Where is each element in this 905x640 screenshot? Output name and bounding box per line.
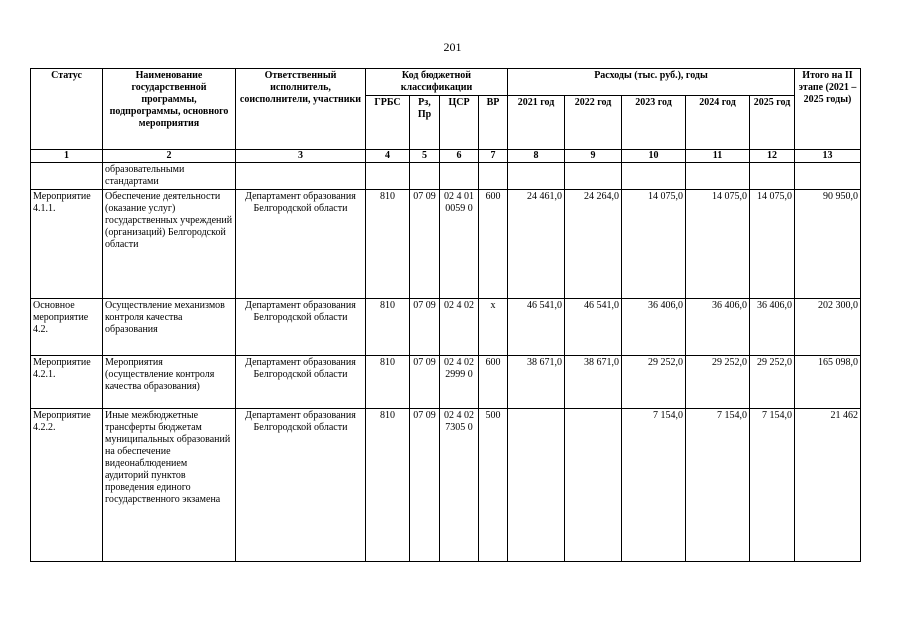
cell-rz: 07 09 [410, 190, 440, 299]
cell-2024: 36 406,0 [686, 299, 750, 356]
cell-2022 [565, 409, 622, 562]
cell-2021: 24 461,0 [508, 190, 565, 299]
column-number: 3 [236, 150, 366, 163]
cell-csr: 02 4 01 0059 0 [440, 190, 479, 299]
cell-name: Осуществление механизмов контроля качества образования [103, 299, 236, 356]
cell-total: 165 098,0 [795, 356, 861, 409]
cell-responsible [236, 163, 366, 190]
column-number: 7 [479, 150, 508, 163]
table-row [31, 409, 861, 562]
cell-2025: 29 252,0 [750, 356, 795, 409]
cell-vr: 500 [479, 409, 508, 562]
column-number: 1 [31, 150, 103, 163]
cell-name: образовательными стандартами [103, 163, 236, 190]
header-vr: ВР [479, 96, 508, 150]
cell-2025 [750, 163, 795, 190]
cell-status [31, 163, 103, 190]
cell-grbs [366, 163, 410, 190]
header-2025: 2025 год [750, 96, 795, 150]
header-2022: 2022 год [565, 96, 622, 150]
header-responsible: Ответственный исполнитель, соисполнители, участники [236, 69, 366, 150]
column-number: 5 [410, 150, 440, 163]
cell-2022: 38 671,0 [565, 356, 622, 409]
cell-2021 [508, 409, 565, 562]
cell-name: Иные межбюджетные трансферты бюджетам муниципальных образований на обеспечение видеонаблюдением аудиторий пунктов проведения единого государственного экзамена [103, 409, 236, 562]
cell-vr: х [479, 299, 508, 356]
cell-total: 202 300,0 [795, 299, 861, 356]
column-number: 11 [686, 150, 750, 163]
header-status: Статус [31, 69, 103, 150]
cell-grbs: 810 [366, 299, 410, 356]
table-row [31, 163, 861, 190]
cell-grbs: 810 [366, 356, 410, 409]
column-number: 4 [366, 150, 410, 163]
header-grbs: ГРБС [366, 96, 410, 150]
cell-status: Мероприятие 4.1.1. [31, 190, 103, 299]
cell-2025: 7 154,0 [750, 409, 795, 562]
cell-vr [479, 163, 508, 190]
cell-csr: 02 4 02 2999 0 [440, 356, 479, 409]
cell-name: Мероприятия (осуществление контроля качества образования) [103, 356, 236, 409]
cell-2024: 29 252,0 [686, 356, 750, 409]
cell-2024 [686, 163, 750, 190]
column-number: 13 [795, 150, 861, 163]
cell-total: 21 462 [795, 409, 861, 562]
column-numbers-row [31, 150, 861, 163]
cell-rz: 07 09 [410, 356, 440, 409]
cell-2024: 14 075,0 [686, 190, 750, 299]
header-2024: 2024 год [686, 96, 750, 150]
cell-rz [410, 163, 440, 190]
header-budget-code: Код бюджетной классификации [366, 69, 508, 96]
cell-2025: 14 075,0 [750, 190, 795, 299]
header-total: Итого на II этапе (2021 – 2025 годы) [795, 69, 861, 150]
cell-2021: 46 541,0 [508, 299, 565, 356]
cell-2025: 36 406,0 [750, 299, 795, 356]
cell-rz: 07 09 [410, 299, 440, 356]
cell-responsible: Департамент образования Белгородской области [236, 409, 366, 562]
header-2023: 2023 год [622, 96, 686, 150]
cell-responsible: Департамент образования Белгородской области [236, 356, 366, 409]
header-csr: ЦСР [440, 96, 479, 150]
cell-rz: 07 09 [410, 409, 440, 562]
cell-grbs: 810 [366, 190, 410, 299]
column-number: 2 [103, 150, 236, 163]
cell-name: Обеспечение деятельности (оказание услуг) государственных учреждений (организаций) Белгородской области [103, 190, 236, 299]
header-rz: Рз, Пр [410, 96, 440, 150]
cell-total: 90 950,0 [795, 190, 861, 299]
column-number: 12 [750, 150, 795, 163]
budget-table [30, 68, 861, 562]
cell-csr: 02 4 02 7305 0 [440, 409, 479, 562]
header-expenses: Расходы (тыс. руб.), годы [508, 69, 795, 96]
cell-total [795, 163, 861, 190]
column-number: 8 [508, 150, 565, 163]
header-name: Наименование государственной программы, подпрограммы, основного мероприятия [103, 69, 236, 150]
cell-2022 [565, 163, 622, 190]
cell-2021: 38 671,0 [508, 356, 565, 409]
cell-2022: 46 541,0 [565, 299, 622, 356]
column-number: 10 [622, 150, 686, 163]
cell-csr: 02 4 02 [440, 299, 479, 356]
column-number: 9 [565, 150, 622, 163]
cell-2022: 24 264,0 [565, 190, 622, 299]
cell-2024: 7 154,0 [686, 409, 750, 562]
page-number: 201 [443, 40, 462, 54]
cell-status: Основное мероприятие 4.2. [31, 299, 103, 356]
cell-responsible: Департамент образования Белгородской области [236, 190, 366, 299]
cell-2023: 14 075,0 [622, 190, 686, 299]
cell-2023: 29 252,0 [622, 356, 686, 409]
cell-vr: 600 [479, 356, 508, 409]
cell-2023: 36 406,0 [622, 299, 686, 356]
cell-2023: 7 154,0 [622, 409, 686, 562]
cell-grbs: 810 [366, 409, 410, 562]
cell-responsible: Департамент образования Белгородской области [236, 299, 366, 356]
table-row [31, 299, 861, 356]
cell-status: Мероприятие 4.2.2. [31, 409, 103, 562]
cell-2023 [622, 163, 686, 190]
cell-csr [440, 163, 479, 190]
table-row [31, 190, 861, 299]
table-row [31, 356, 861, 409]
header-2021: 2021 год [508, 96, 565, 150]
cell-vr: 600 [479, 190, 508, 299]
cell-status: Мероприятие 4.2.1. [31, 356, 103, 409]
cell-2021 [508, 163, 565, 190]
column-number: 6 [440, 150, 479, 163]
